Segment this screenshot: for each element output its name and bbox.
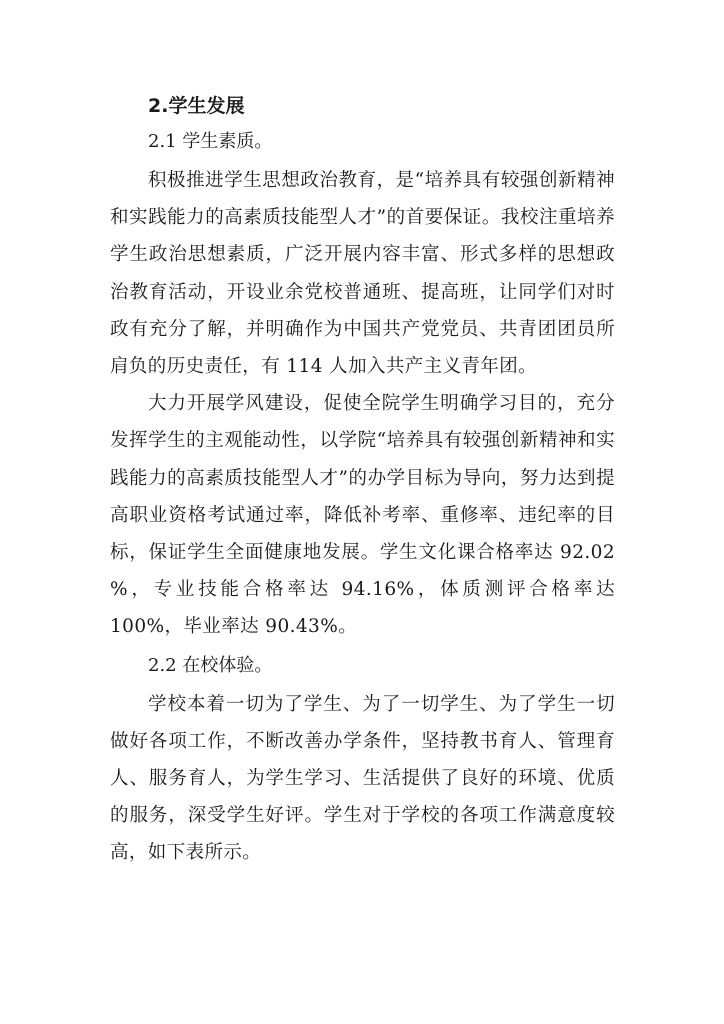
paragraph-ideological-education: 积极推进学生思想政治教育，是“培养具有较强创新精神和实践能力的高素质技能型人才”的首要保证。我校注重培养学生政治思想素质，广泛开展内容丰富、形式多样的思想政治教育活动，开设业余党校普通班、提高班，让同学们对时政有充分了解，并明确作为中国共产党党员、共青团团员所肩负的历史责任，有 114 人加入共产主义青年团。 xyxy=(110,170,615,378)
paragraph-study-style: 大力开展学风建设，促使全院学生明确学习目的，充分发挥学生的主观能动性，以学院“培养具有较强创新精神和实践能力的高素质技能型人才”的办学目标为导向，努力达到提高职业资格考试通过率，降低补考率、重修率、违纪率的目标，保证学生全面健康地发展。学生文化课合格率达 92.02 %，专业技能合格率达 94.16%，体质测评合格率达 100%，毕业率达 90.43%。 xyxy=(110,393,615,638)
subsection-heading-student-quality: 2.1 学生素质。 xyxy=(148,131,273,152)
section-heading: 2.学生发展 xyxy=(148,95,245,117)
document-page xyxy=(110,90,615,872)
subsection-heading-school-experience: 2.2 在校体验。 xyxy=(148,654,273,676)
paragraph-school-service: 学校本着一切为了学生、为了一切学生、为了学生一切做好各项工作，不断改善办学条件，坚持教书育人、管理育人、服务育人，为学生学习、生活提供了良好的环境、优质的服务，深受学生好评。学生对于学校的各项工作满意度较高，如下表所示。 xyxy=(110,693,615,864)
